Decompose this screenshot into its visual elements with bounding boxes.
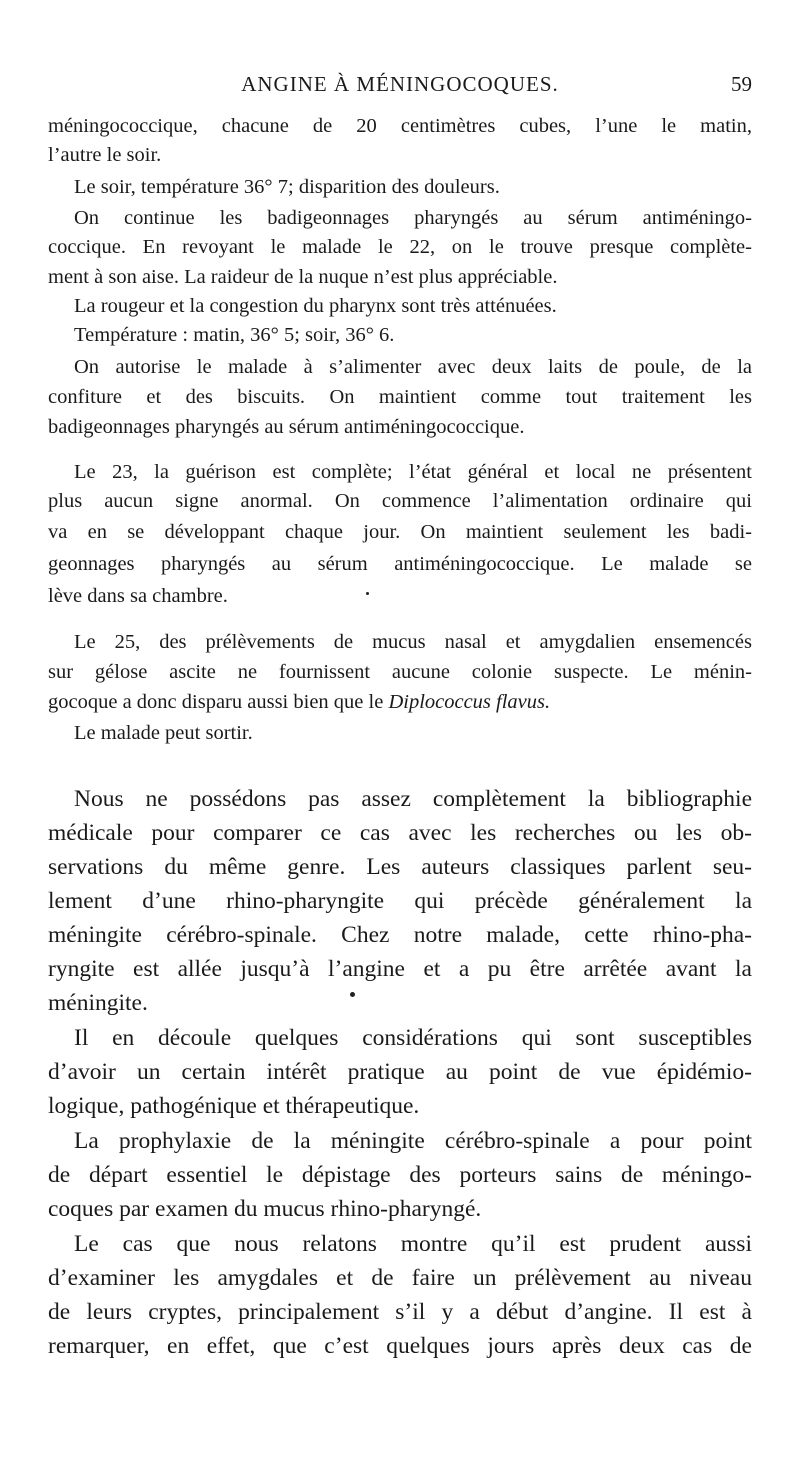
body-text-line: de leurs cryptes, principalement s’il y a début d’angine. Il est à xyxy=(48,1299,752,1325)
body-text-line: d’examiner les amygdales et de faire un prélèvement au niveau xyxy=(48,1265,752,1291)
body-text-line: d’avoir un certain intérêt pratique au point de vue épidémio- xyxy=(48,1059,752,1085)
body-text-line: Le cas que nous relatons montre qu’il est prudent aussi xyxy=(74,1231,752,1257)
print-speck xyxy=(366,592,369,595)
small-text-line: geonnages pharyngés au sérum antiméningococcique. Le malade se xyxy=(48,553,752,575)
body-text-line: La prophylaxie de la méningite cérébro-spinale a pour point xyxy=(74,1128,752,1154)
small-text-line: Le soir, température 36° 7; disparition des douleurs. xyxy=(74,176,500,198)
body-text-line: coques par examen du mucus rhino-pharyngé. xyxy=(48,1196,482,1222)
page-header xyxy=(48,72,752,102)
running-title: ANGINE À MÉNINGOCOQUES. xyxy=(241,72,559,96)
body-text-line: méningite. xyxy=(48,990,148,1016)
small-text-line xyxy=(48,688,752,717)
small-text-line: Le malade peut sortir. xyxy=(74,722,253,744)
small-text-line: sur gélose ascite ne fournissent aucune colonie suspecte. Le ménin- xyxy=(48,661,752,683)
body-text-line: Il en découle quelques considérations qui sont susceptibles xyxy=(74,1025,752,1051)
small-text-line: confiture et des biscuits. On maintient comme tout traitement les xyxy=(48,386,752,408)
body-text-line: médicale pour comparer ce cas avec les recherches ou les ob- xyxy=(48,820,752,846)
body-text-line: méningite cérébro-spinale. Chez notre malade, cette rhino-pha- xyxy=(48,922,752,948)
body-text-line: logique, pathogénique et thérapeutique. xyxy=(48,1093,420,1119)
small-text-line: lève dans sa chambre. xyxy=(48,585,228,607)
small-text-segment: gocoque a donc disparu aussi bien que le xyxy=(48,691,389,713)
page-number: 59 xyxy=(731,72,752,96)
small-text-line: ment à son aise. La raideur de la nuque n’est plus appréciable. xyxy=(48,266,558,288)
small-text-line: Température : matin, 36° 5; soir, 36° 6. xyxy=(74,324,395,346)
body-text-line: de départ essentiel le dépistage des porteurs sains de méningo- xyxy=(48,1162,752,1188)
small-text-line: On autorise le malade à s’alimenter avec deux laits de poule, de la xyxy=(74,356,752,378)
small-text-line: La rougeur et la congestion du pharynx sont très atténuées. xyxy=(74,295,557,317)
small-text-line: l’autre le soir. xyxy=(48,144,162,166)
small-text-line: Le 23, la guérison est complète; l’état général et local ne présentent xyxy=(74,461,752,483)
small-text-line: Le 25, des prélèvements de mucus nasal et amygdalien ensemencés xyxy=(74,631,752,653)
italic-species-name: Diplococcus flavus. xyxy=(388,691,551,713)
body-text-line: ryngite est allée jusqu’à l’angine et a pu être arrêtée avant la xyxy=(48,956,752,982)
body-text-line: remarquer, en effet, que c’est quelques jours après deux cas de xyxy=(48,1333,752,1359)
small-text-line: coccique. En revoyant le malade le 22, on le trouve presque complète- xyxy=(48,236,752,258)
small-text-line: plus aucun signe anormal. On commence l’alimentation ordinaire qui xyxy=(48,490,752,512)
print-speck xyxy=(350,992,355,997)
small-text-line: On continue les badigeonnages pharyngés au sérum antiméningo- xyxy=(74,207,752,229)
small-text-line: méningococcique, chacune de 20 centimètres cubes, l’une le matin, xyxy=(48,115,752,137)
small-text-line: va en se développant chaque jour. On maintient seulement les badi- xyxy=(48,521,752,543)
body-text-line: Nous ne possédons pas assez complètement la bibliographie xyxy=(74,786,752,812)
small-text-line: badigeonnages pharyngés au sérum antiméningococcique. xyxy=(48,416,525,438)
body-text-line: lement d’une rhino-pharyngite qui précède généralement la xyxy=(48,888,752,914)
body-text-line: servations du même genre. Les auteurs classiques parlent seu- xyxy=(48,854,752,880)
